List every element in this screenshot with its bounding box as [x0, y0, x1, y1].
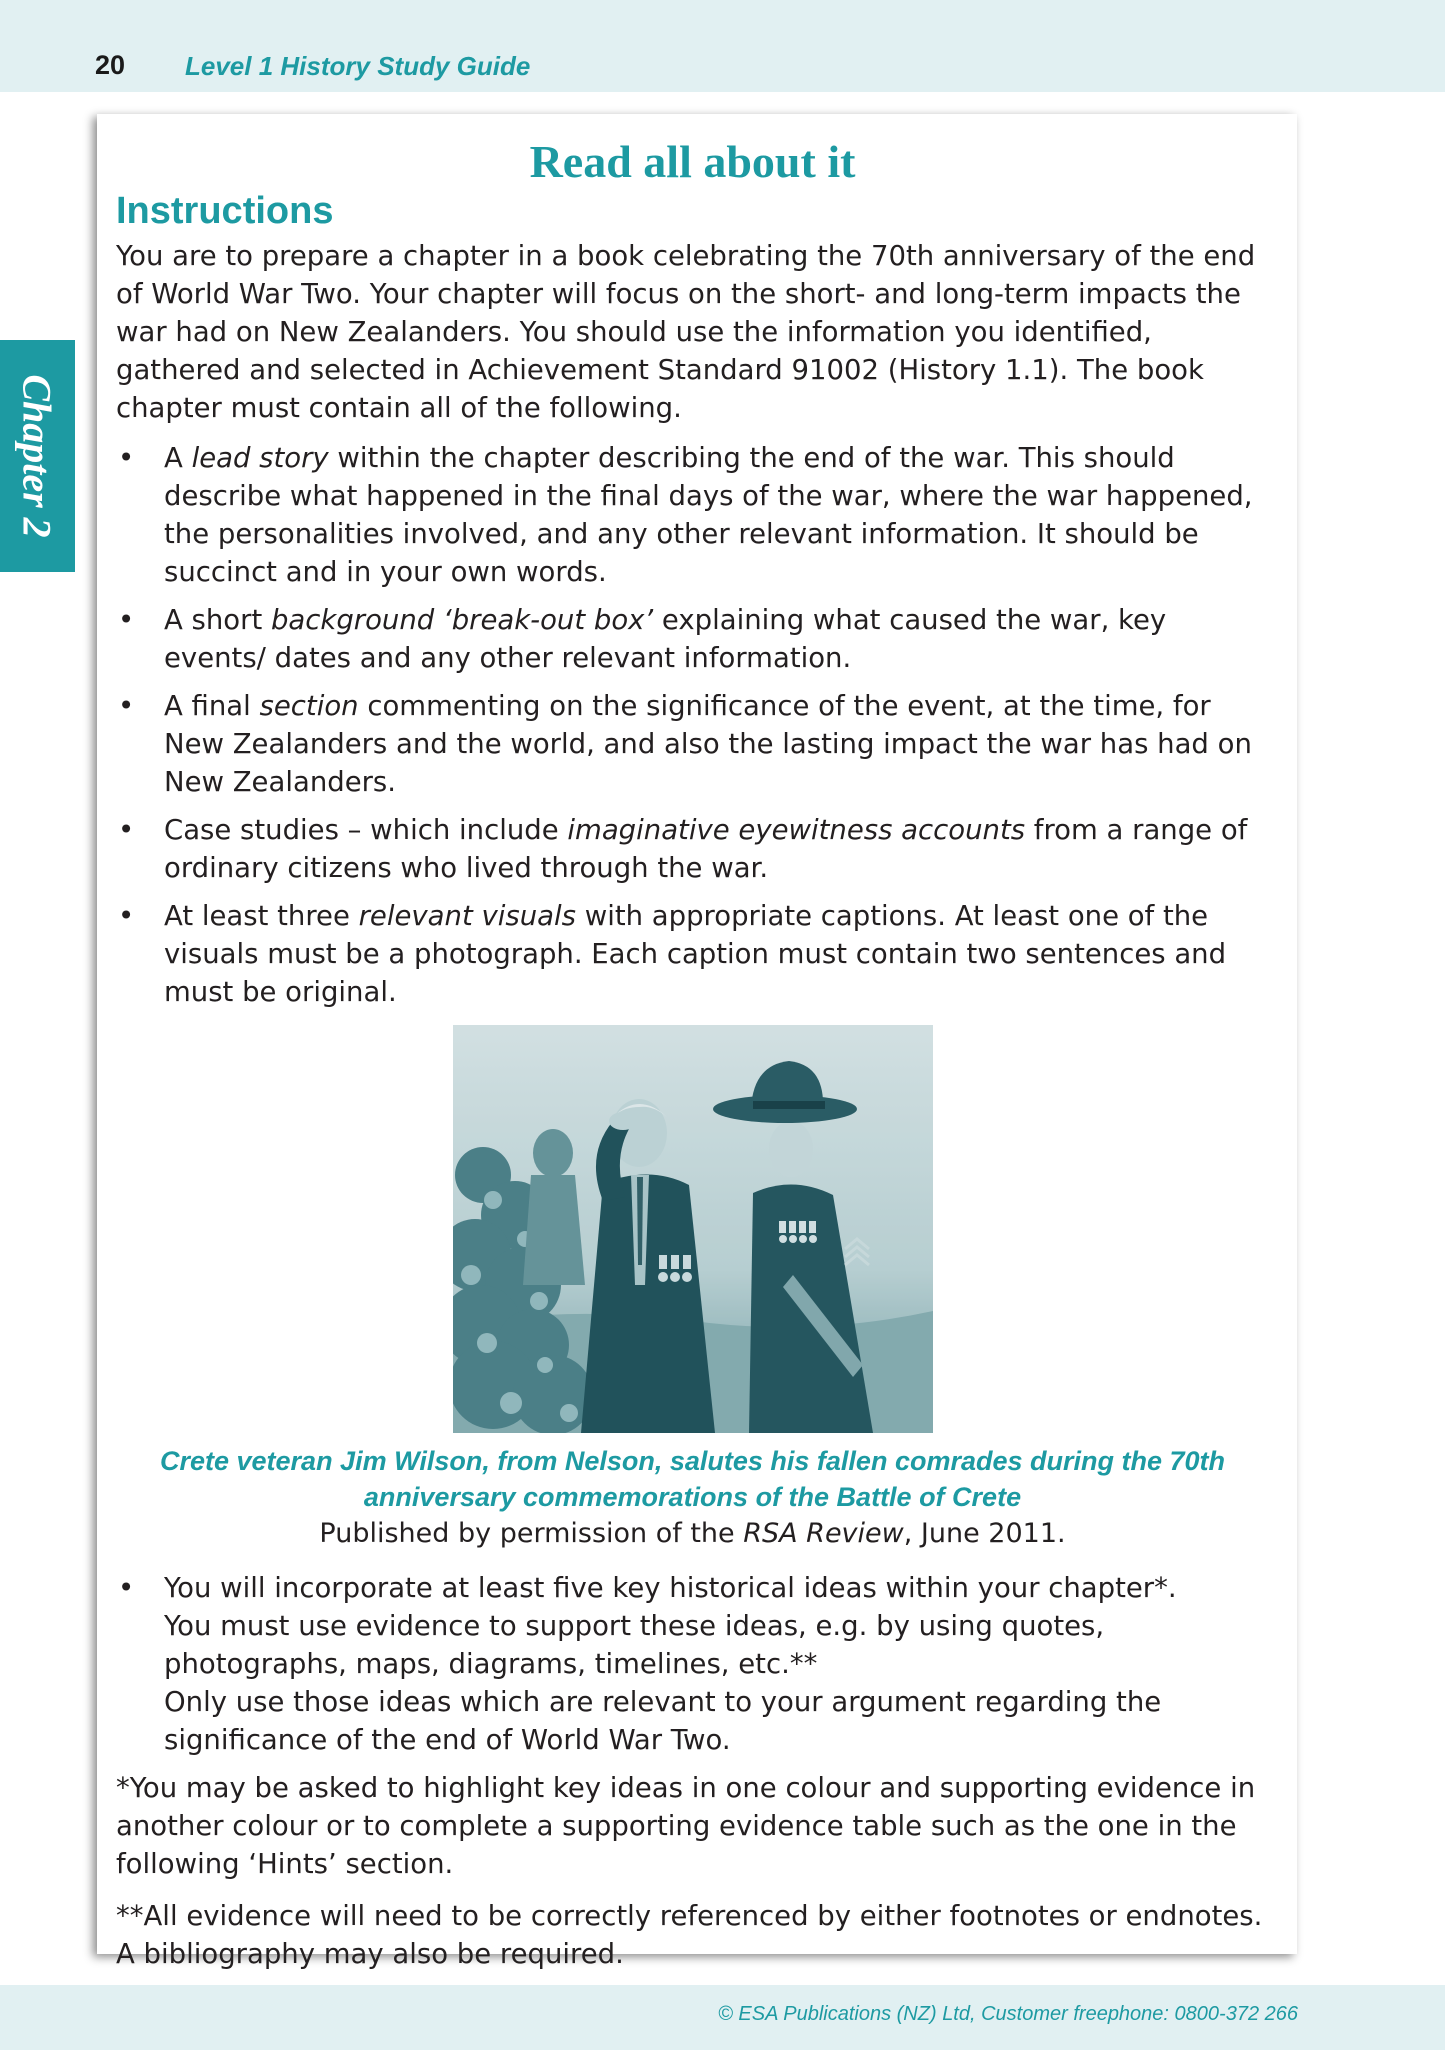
bullet-icon: •	[118, 814, 135, 846]
chapter-tab-label: Chapter 2	[14, 374, 60, 538]
list-item: • A short background ‘break-out box’ explaining what caused the war, key events/ dates and any other relevant information.	[116, 601, 1269, 677]
veteran-photo	[453, 1025, 933, 1433]
instructions-heading: Instructions	[116, 190, 334, 232]
list-item: • At least three relevant visuals with appropriate captions. At least one of the visuals must be a photograph. Each caption must contain two sentences and must be original.	[116, 897, 1269, 1011]
photo-credit: Published by permission of the RSA Review, June 2011.	[319, 1518, 1066, 1549]
list-item: • Case studies – which include imaginative eyewitness accounts from a range of ordinary citizens who lived through the war.	[116, 811, 1269, 887]
bullet-icon: •	[118, 1572, 135, 1604]
list-item: • You will incorporate at least five key historical ideas within your chapter*. You must use evidence to support these ideas, e.g. by using quotes, photographs, maps, diagrams, timelines, etc.** Only use those ideas which are relevant to your argument regarding the significance of the end of World War Two.	[116, 1569, 1269, 1759]
photo-caption-line-1: Crete veteran Jim Wilson, from Nelson, salutes his fallen comrades during the 70th	[159, 1446, 1226, 1476]
key-ideas-list	[116, 1569, 1269, 1759]
page-number: 20	[95, 50, 126, 80]
copyright-notice: © ESA Publications (NZ) Ltd, Customer freephone: 0800-372 266	[718, 2003, 1298, 2025]
intro-paragraph: You are to prepare a chapter in a book celebrating the 70th anniversary of the end of World War Two. Your chapter will focus on the short- and long-term impacts the war had on New Zealanders. You should use the information you identified, gathered and selected in Achievement Standard 91002 (History 1.1). The book chapter must contain all of the following.	[116, 240, 1256, 424]
footer-band	[0, 1985, 1445, 2050]
veteran-photo-image	[453, 1025, 933, 1433]
list-item: • A final section commenting on the significance of the event, at the time, for New Zealanders and the world, and also the lasting impact the war has had on New Zealanders.	[116, 687, 1269, 801]
list-item: • A lead story within the chapter describing the end of the war. This should describe what happened in the final days of the war, where the war happened, the personalities involved, and any other relevant information. It should be succinct and in your own words.	[116, 439, 1269, 591]
footnote-2: **All evidence will need to be correctly referenced by either footnotes or endnotes. A bibliography may also be required.	[116, 1900, 1263, 1970]
activity-title: Read all about it	[529, 136, 856, 187]
header-band	[0, 0, 1445, 92]
bullet-icon: •	[118, 900, 135, 932]
footnote-1: *You may be asked to highlight key ideas in one colour and supporting evidence in another colour or to complete a supporting evidence table such as the one in the following ‘Hints’ section.	[116, 1772, 1256, 1880]
activity-box	[97, 114, 1297, 1970]
bullet-icon: •	[118, 442, 135, 474]
photo-caption	[116, 1443, 1269, 1515]
photo-caption-line-2: anniversary commemorations of the Battle of Crete	[363, 1482, 1022, 1512]
bullet-icon: •	[118, 604, 135, 636]
bullet-icon: •	[118, 690, 135, 722]
running-title: Level 1 History Study Guide	[185, 51, 531, 81]
chapter-tab	[0, 340, 75, 572]
requirements-list	[116, 439, 1269, 1011]
